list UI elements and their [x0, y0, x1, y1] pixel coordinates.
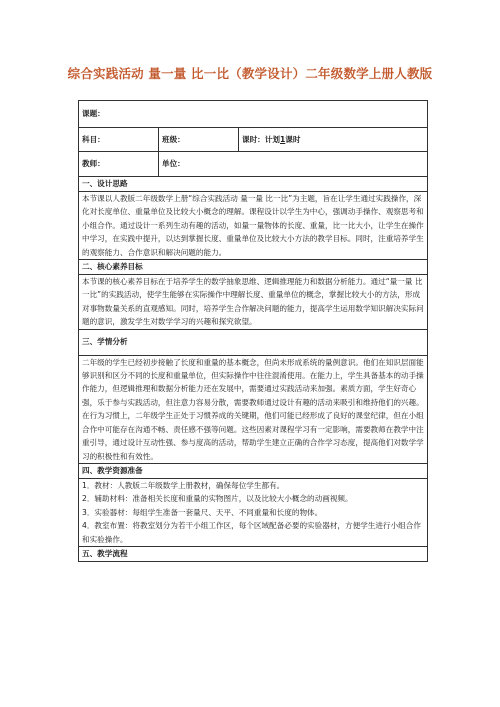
- design-text: 本节课以人教版二年级数学上册“综合实践活动 量一量 比一比”为主题，旨在让学生通过实践操作，深化对长度单位、重量单位及比较大小概念的理解。课程设计以学生为中心，强调动手操作、观察思考和小组合作。通过设计一系列生动有趣的活动，如量一量物体的长度、重量，比一比大小，让学生在操作中学习，在实践中提升，以达到掌握长度、重量单位及比较大小方法的教学目标。同时，注重培养学生的观察能力、合作意识和解决问题的能力。: [82, 194, 424, 257]
- unit-cell: 单位：: [159, 152, 428, 177]
- analysis-paragraph: 二年级的学生已经初步接触了长度和重量的基本概念，但尚未形成系统的量例意识。他们在知识层面能够识别和区分不同的长度和重量单位，但实际操作中往往混淆使用。在能力上，学生具备基本的动手操作能力，但逻辑推理和数据分析能力还在发展中，需要通过实践活动来加强。素质方面，学生好奇心强，乐于参与实践活动，但注意力容易分散，需要教师通过设计有趣的活动来吸引和维持他们的兴趣。: [82, 357, 424, 407]
- literacy-text: 本节课的核心素养目标在于培养学生的数学抽象思维、逻辑推理能力和数据分析能力。通过“量一量 比一比”的实践活动，使学生能够在实际操作中理解长度、重量单位的概念，掌握比较大小的方法，形成对事物数量关系的直观感知。同时，培养学生合作解决问题的能力，提高学生运用数学知识解决实际问题的意识，激发学生对数学学习的兴趣和探究欲望。: [82, 277, 424, 327]
- teacher-cell: 教师：: [79, 152, 159, 177]
- resource-item: 2．辅助材料：准备相关长度和重量的实物图片，以及比较大小概念的动画视频。: [82, 494, 353, 504]
- period-label: 课时：计划: [242, 134, 280, 144]
- process-heading: 五、教学流程: [79, 546, 428, 561]
- resource-item: 4．教室布置：将教室划分为若干小组工作区，每个区域配备必要的实验器材，方便学生进行小组合作和实验操作。: [82, 521, 421, 544]
- period-unit: 课时: [285, 134, 301, 144]
- literacy-body: [79, 275, 428, 330]
- analysis-body: [79, 355, 428, 463]
- grade-cell: 班级：: [159, 128, 239, 152]
- topic-cell: 课题：: [79, 101, 428, 128]
- design-heading: 一、设计思路: [79, 177, 428, 192]
- document-title: 综合实践活动 量一量 比一比（教学设计）二年级数学上册人教版: [67, 66, 433, 81]
- resources-body: [79, 478, 428, 546]
- resources-heading: 四、教学资源准备: [79, 463, 428, 478]
- lesson-plan-table: [78, 100, 428, 562]
- resource-item: 1．教材：人教版二年级数学上册教材，确保每位学生都有。: [82, 480, 285, 490]
- period-cell: [239, 128, 428, 152]
- analysis-heading: 三、学情分析: [79, 329, 428, 355]
- resource-item: 3．实验器材：每组学生准备一套量尺、天平、不同重量和长度的物体。: [82, 507, 323, 517]
- subject-cell: 科目：: [79, 128, 159, 152]
- literacy-heading: 二、核心素养目标: [79, 260, 428, 275]
- design-body: [79, 192, 428, 260]
- period-value: 1: [279, 134, 286, 144]
- analysis-paragraph: 在行为习惯上，二年级学生正处于习惯养成的关键期，他们可能已经形成了良好的课堂纪律，但在小组合作中可能存在沟通不畅、责任感不强等问题。这些因素对课程学习有一定影响，需要教师在教学中注重引导，通过设计互动性强、参与度高的活动，帮助学生建立正确的合作学习态度，提高他们对数学学习的积极性和有效性。: [82, 411, 424, 461]
